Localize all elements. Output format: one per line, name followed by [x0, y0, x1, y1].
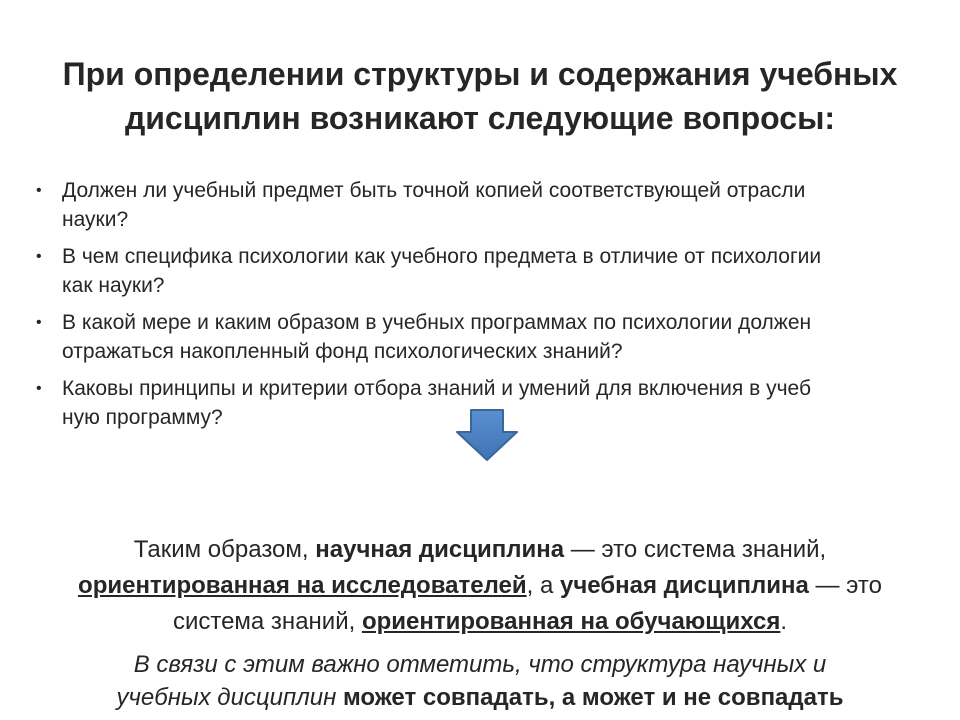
bullet-icon: •: [36, 182, 42, 199]
question-text-line-1: В какой мере и каким образом в учебных программах по психологии должен: [62, 311, 812, 334]
down-arrow-icon: [455, 408, 519, 462]
conclusion-segment: Таким образом,: [133, 536, 316, 563]
question-list: [36, 176, 924, 440]
question-text-line-1: В чем специфика психологии как учебного предмета в отличие от психологии: [62, 245, 822, 268]
down-arrow-shape: [457, 410, 517, 460]
conclusion-segment: — это: [808, 572, 882, 599]
bullet-icon: •: [36, 314, 42, 331]
conclusion-segment: — это система знаний,: [564, 536, 827, 563]
conclusion-segment: система знаний,: [172, 608, 362, 635]
note-italic-segment: учебных дисциплин: [116, 684, 343, 711]
conclusion-segment: .: [780, 608, 788, 635]
bullet-icon: •: [36, 248, 42, 265]
question-item: [36, 176, 924, 234]
conclusion-text: [30, 532, 930, 640]
conclusion-segment: , а: [526, 572, 560, 599]
question-text-line-2: науки?: [62, 208, 129, 231]
term-scientific-discipline: научная дисциплина: [315, 536, 565, 563]
conclusion-line-1: [30, 532, 930, 568]
question-text-line-1: Каковы принципы и критерии отбора знаний и умений для включения в учеб: [62, 377, 811, 400]
slide-title-line-1: При определении структуры и содержания учебных: [62, 56, 898, 92]
conclusion-line-3: [30, 604, 930, 640]
question-text-line-2: как науки?: [62, 274, 165, 297]
conclusion-line-2: [30, 568, 930, 604]
question-text-line-1: Должен ли учебный предмет быть точной копией соответствующей отрасли: [62, 179, 806, 202]
note-italic-segment: В связи с этим важно отметить, что структура научных и: [133, 651, 827, 678]
researchers-oriented-phrase: ориентированная на исследователей: [78, 572, 527, 599]
note-bold-segment: может совпадать, а может и не совпадать: [342, 684, 844, 711]
slide-title-line-2: дисциплин возникают следующие вопросы:: [124, 100, 836, 136]
question-item: [36, 242, 924, 300]
note-line-2: [30, 681, 930, 714]
slide-title: [40, 52, 920, 140]
question-text-line-2: ную программу?: [62, 406, 223, 429]
learners-oriented-phrase: ориентированная на обучающихся: [361, 608, 781, 635]
note-line-1: [30, 648, 930, 681]
term-educational-discipline: учебная дисциплина: [559, 572, 809, 599]
question-item: [36, 308, 924, 366]
note-text: [30, 648, 930, 714]
bullet-icon: •: [36, 380, 42, 397]
question-text-line-2: отражаться накопленный фонд психологических знаний?: [62, 340, 623, 363]
